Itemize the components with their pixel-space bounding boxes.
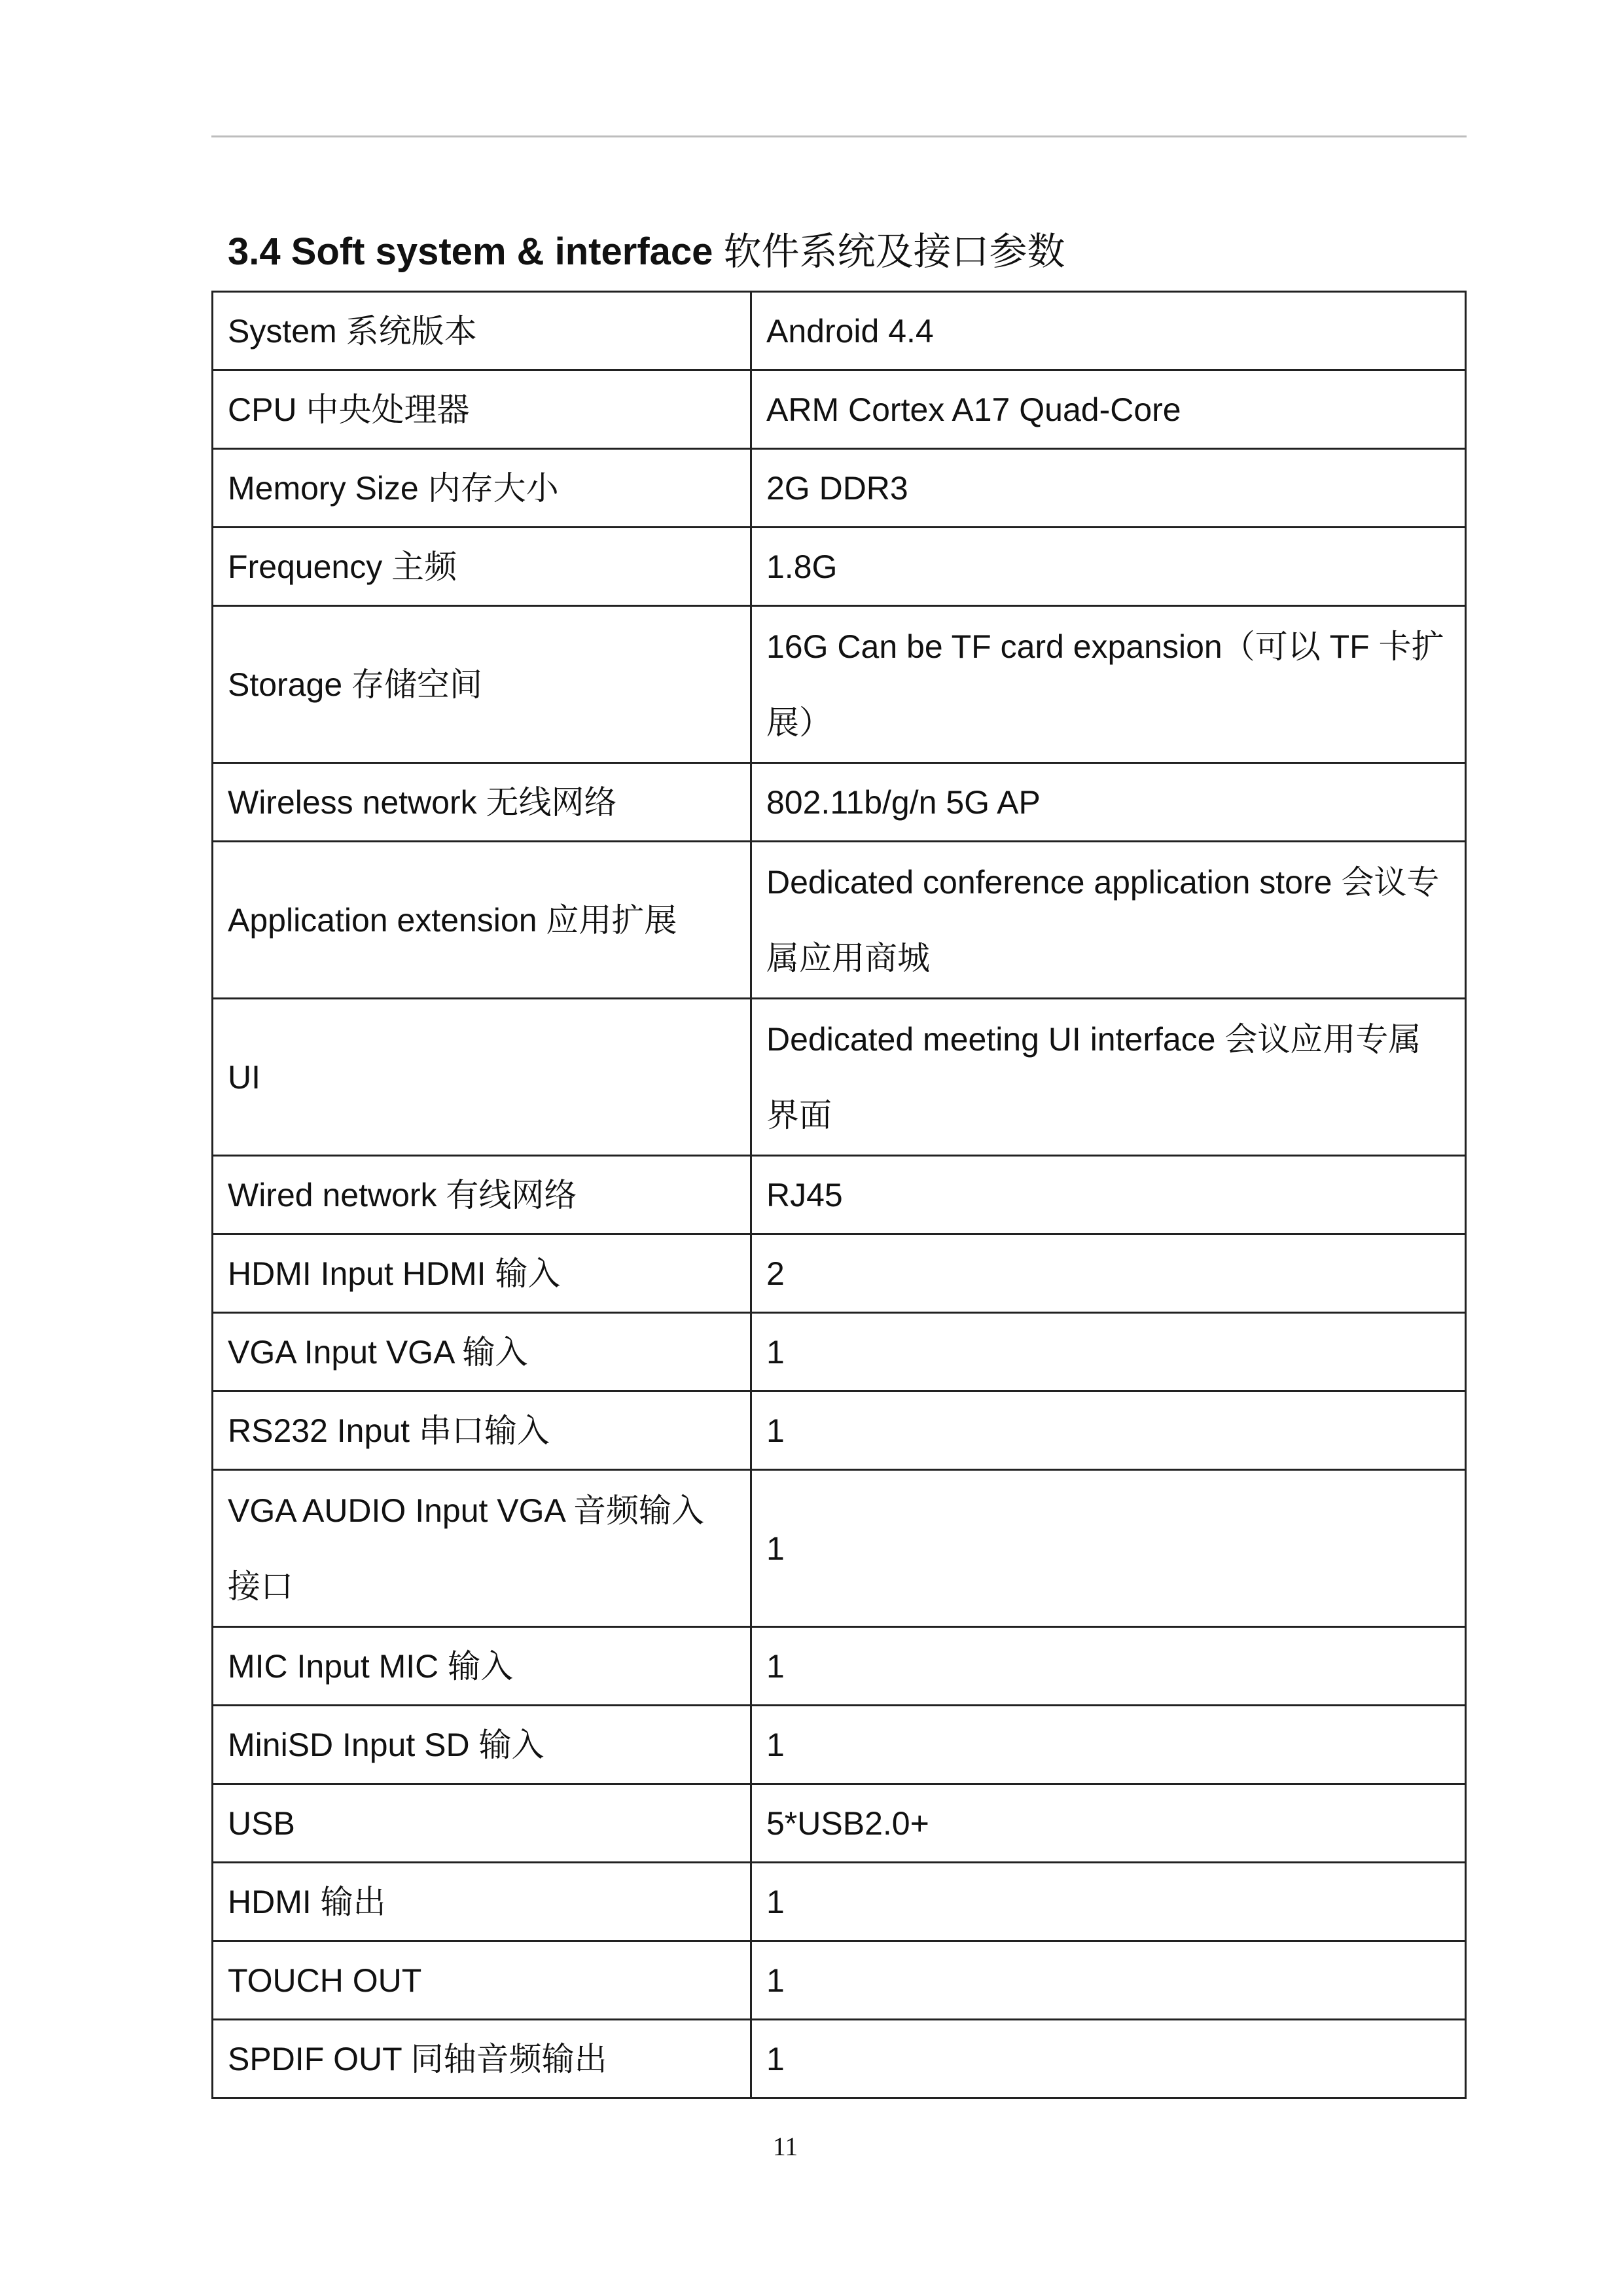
row-label: SPDIF OUT 同轴音频输出 <box>213 2020 751 2098</box>
row-label: MIC Input MIC 输入 <box>213 1627 751 1706</box>
row-value: 1 <box>751 1863 1466 1941</box>
row-label: Wireless network 无线网络 <box>213 763 751 842</box>
row-value: Dedicated conference application store 会议专属应用商城 <box>751 842 1466 999</box>
row-value: 1 <box>751 1470 1466 1627</box>
row-value: 5*USB2.0+ <box>751 1784 1466 1863</box>
row-value: Android 4.4 <box>751 292 1466 370</box>
row-label: Storage 存储空间 <box>213 606 751 763</box>
row-label: CPU 中央处理器 <box>213 370 751 449</box>
table-row <box>213 1706 1466 1784</box>
row-label: System 系统版本 <box>213 292 751 370</box>
row-value: 1 <box>751 1706 1466 1784</box>
table-row <box>213 449 1466 528</box>
table-row <box>213 1391 1466 1470</box>
table-row <box>213 528 1466 606</box>
row-label: Memory Size 内存大小 <box>213 449 751 528</box>
spec-table <box>211 291 1467 2099</box>
row-label: MiniSD Input SD 输入 <box>213 1706 751 1784</box>
table-row <box>213 999 1466 1156</box>
row-label: VGA Input VGA 输入 <box>213 1313 751 1391</box>
table-row <box>213 1234 1466 1313</box>
row-label: VGA AUDIO Input VGA 音频输入接口 <box>213 1470 751 1627</box>
table-row <box>213 763 1466 842</box>
row-label: UI <box>213 999 751 1156</box>
table-row <box>213 1627 1466 1706</box>
row-label: USB <box>213 1784 751 1863</box>
row-value: 1 <box>751 1627 1466 1706</box>
table-row <box>213 606 1466 763</box>
row-value: RJ45 <box>751 1156 1466 1234</box>
row-label: Frequency 主频 <box>213 528 751 606</box>
table-row <box>213 842 1466 999</box>
table-row <box>213 1313 1466 1391</box>
row-value: 1 <box>751 1391 1466 1470</box>
row-value: 1.8G <box>751 528 1466 606</box>
row-label: HDMI 输出 <box>213 1863 751 1941</box>
page-number: 11 <box>772 2132 798 2161</box>
row-value: 2G DDR3 <box>751 449 1466 528</box>
table-row <box>213 1941 1466 2020</box>
row-label: RS232 Input 串口输入 <box>213 1391 751 1470</box>
section-title-en: 3.4 Soft system & interface <box>228 230 713 273</box>
row-value: 802.11b/g/n 5G AP <box>751 763 1466 842</box>
row-label: Application extension 应用扩展 <box>213 842 751 999</box>
row-value: Dedicated meeting UI interface 会议应用专属界面 <box>751 999 1466 1156</box>
header-rule <box>211 135 1467 137</box>
table-row <box>213 1470 1466 1627</box>
section-title-cn: 软件系统及接口参数 <box>723 230 1065 273</box>
row-label: HDMI Input HDMI 输入 <box>213 1234 751 1313</box>
table-row <box>213 292 1466 370</box>
row-value: 1 <box>751 1313 1466 1391</box>
table-row <box>213 1156 1466 1234</box>
row-value: 1 <box>751 2020 1466 2098</box>
row-label: TOUCH OUT <box>213 1941 751 2020</box>
table-row <box>213 1784 1466 1863</box>
table-row <box>213 1863 1466 1941</box>
row-value: ARM Cortex A17 Quad-Core <box>751 370 1466 449</box>
row-value: 1 <box>751 1941 1466 2020</box>
table-row <box>213 2020 1466 2098</box>
row-value: 2 <box>751 1234 1466 1313</box>
section-title <box>228 226 1065 278</box>
row-label: Wired network 有线网络 <box>213 1156 751 1234</box>
table-row <box>213 370 1466 449</box>
row-value: 16G Can be TF card expansion（可以 TF 卡扩展） <box>751 606 1466 763</box>
